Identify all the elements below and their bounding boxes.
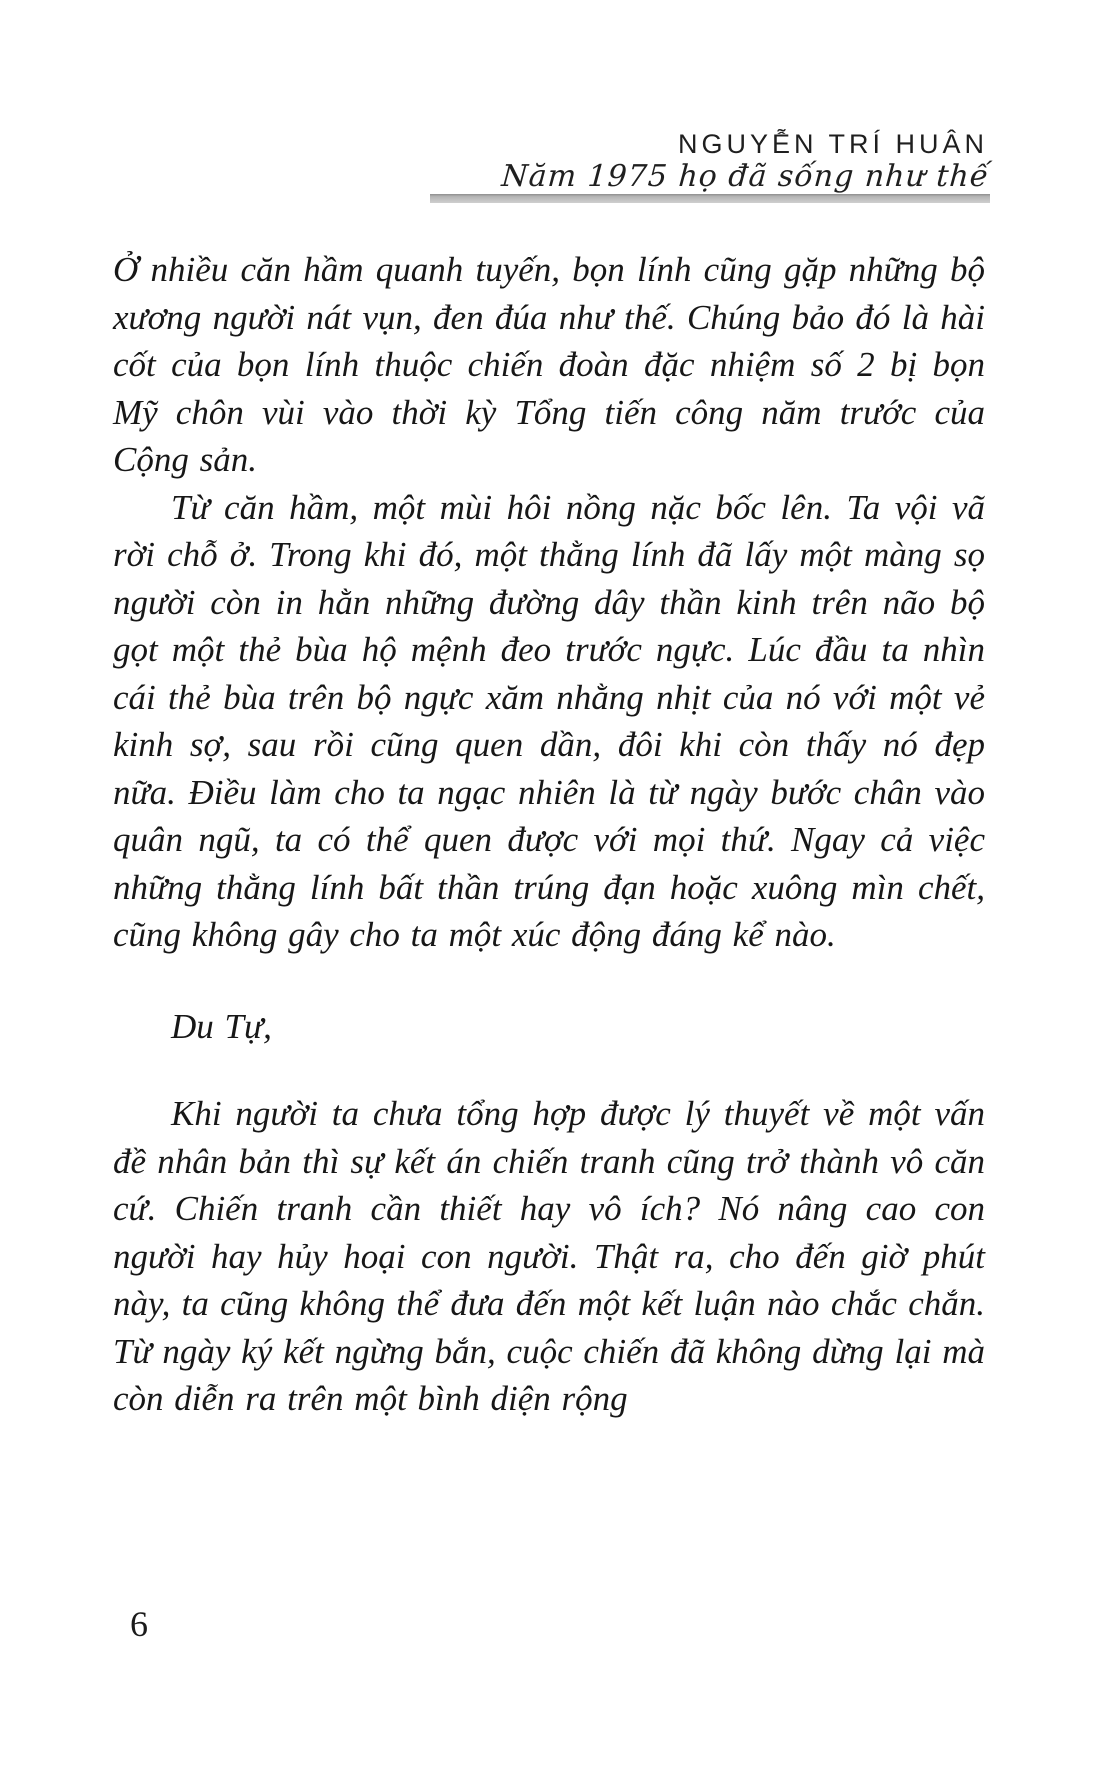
page-body (113, 246, 985, 1423)
page-number: 6 (130, 1604, 148, 1644)
salutation-line: Du Tự, (171, 1006, 272, 1046)
author-name: NGUYỄN TRÍ HUÂN (677, 129, 988, 159)
paragraph: Ở nhiều căn hầm quanh tuyến, bọn lính cũng gặp những bộ xương người nát vụn, đen đúa như thế. Chúng bảo đó là hài cốt của bọn lính thuộc chiến đoàn đặc nhiệm số 2 bị bọn Mỹ chôn vùi vào thời kỳ Tổng tiến công năm trước của Cộng sản. (113, 250, 985, 479)
header-rule (430, 194, 990, 203)
paragraph: Khi người ta chưa tổng hợp được lý thuyết về một vấn đề nhân bản thì sự kết án chiến tranh cũng trở thành vô căn cứ. Chiến tranh cần thiết hay vô ích? Nó nâng cao con người hay hủy hoại con người. Thật ra, cho đến giờ phút này, ta cũng không thể đưa đến một kết luận nào chắc chắn. Từ ngày ký kết ngừng bắn, cuộc chiến đã không dừng lại mà còn diễn ra trên một bình diện rộng (113, 1094, 985, 1418)
paragraph: Từ căn hầm, một mùi hôi nồng nặc bốc lên. Ta vội vã rời chỗ ở. Trong khi đó, một thằng lính đã lấy một màng sọ người còn in hằn những đường dây thần kinh trên não bộ gọt một thẻ bùa hộ mệnh đeo trước ngực. Lúc đầu ta nhìn cái thẻ bùa trên bộ ngực xăm nhằng nhịt của nó với một vẻ kinh sợ, sau rồi cũng quen dần, đôi khi còn thấy nó đẹp nữa. Điều làm cho ta ngạc nhiên là từ ngày bước chân vào quân ngũ, ta có thể quen được với mọi thứ. Ngay cả việc những thằng lính bất thần trúng đạn hoặc xuông mìn chết, cũng không gây cho ta một xúc động đáng kể nào. (113, 487, 985, 954)
book-title: Năm 1975 họ đã sống như thế (500, 159, 991, 194)
running-head (113, 128, 991, 194)
